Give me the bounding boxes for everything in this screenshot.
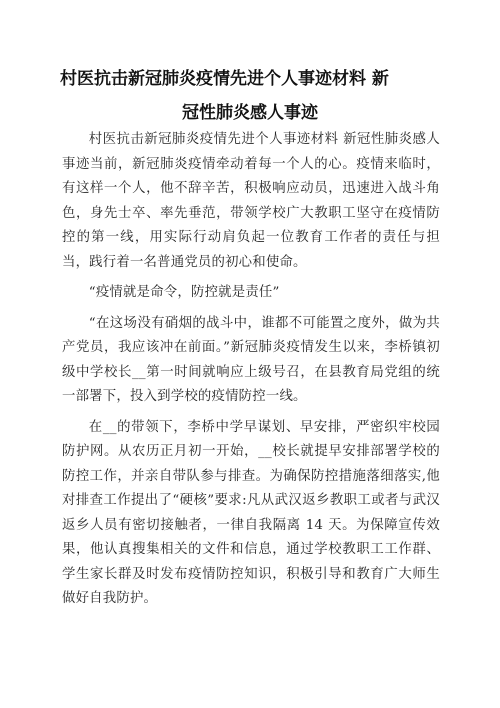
paragraph-intro: 村医抗击新冠肺炎疫情先进个人事迹材料 新冠性肺炎感人事迹当前，新冠肺炎疫情牵动着每一个人的心。疫情来临时，有这样一个人，他不辞辛苦，积极响应动员，迅速进入战斗角色，身先士卒、率先垂范，带领学校广大教职工坚守在疫情防控的第一线，用实际行动肩负起一位教育工作者的责任与担当，践行着一名普通党员的初心和使命。 (62, 132, 440, 270)
document-title (60, 62, 440, 130)
document-body (62, 128, 440, 616)
title-line-2: 冠性肺炎感人事迹 (182, 103, 318, 123)
paragraph-actions: 在__的带领下，李桥中学早谋划、早安排，严密织牢校园防护网。从农历正月初一开始，__校长就提早安排部署学校的防控工作，并亲自带队参与排查。为确保防控措施落细落实,他对排查工作提出了“硬核”要求:凡从武汉返乡教职工或者与武汉返乡人员有密切接触者，一律自我隔离 14 天。为保障宣传效果，他认真搜集相关的文件和信息，通过学校教职工工作群、学生家长群及时发布疫情防控知识，积极引导和教育广大师生做好自我防护。 (62, 419, 440, 606)
paragraph-slogan: “疫情就是命令，防控就是责任” (88, 285, 280, 300)
paragraph-quote: “在这场没有硝烟的战斗中，谁都不可能置之度外，做为共产党员，我应该冲在前面。”新冠肺炎疫情发生以来，李桥镇初级中学校长__第一时间就响应上级号召，在县教育局党组的统一部署下，投入到学校的疫情防控一线。 (62, 315, 440, 404)
title-line-1: 村医抗击新冠肺炎疫情先进个人事迹材料 新 (60, 69, 389, 89)
